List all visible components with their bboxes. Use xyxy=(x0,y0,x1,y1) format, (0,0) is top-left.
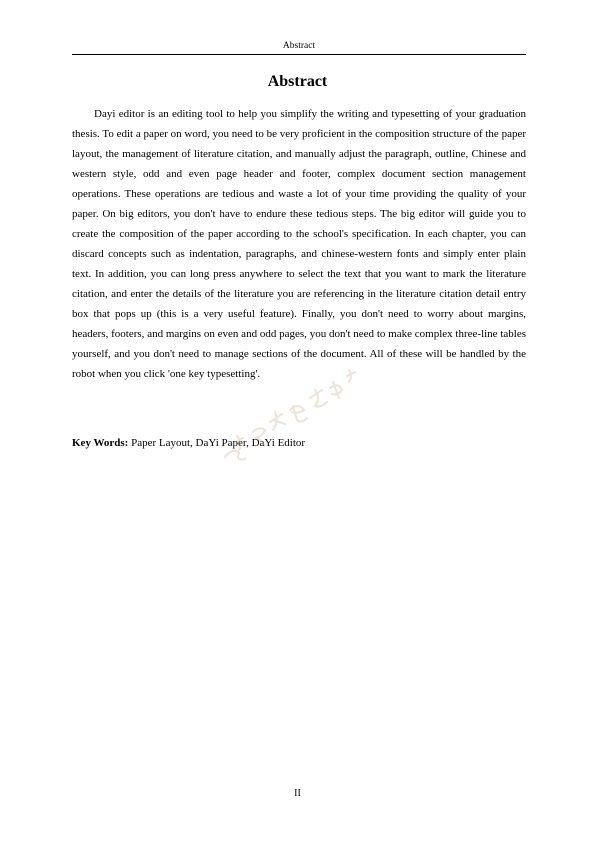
running-header: Abstract xyxy=(72,41,526,55)
abstract-body xyxy=(72,104,526,384)
keywords-line xyxy=(72,436,526,450)
page-number: II xyxy=(294,788,301,799)
keywords-value: Paper Layout, DaYi Paper, DaYi Editor xyxy=(131,437,306,449)
abstract-paragraph: Dayi editor is an editing tool to help you simplify the writing and typesetting of your graduation thesis. To edit a paper on word, you need to be very proficient in the composition structure of the paper layout, the management of literature citation, and manually adjust the paragraph, outline, Chinese and western style, odd and even page header and footer, complex document section management operations. These operations are tedious and waste a lot of your time providing the quality of your paper. On big editors, you don't have to endure these tedious steps. The big editor will guide you to create the composition of the paper according to the school's specification. In each chapter, you can discard concepts such as indentation, paragraphs, and chinese-western fonts and simply enter plain text. In addition, you can long press anywhere to select the text that you want to mark the literature citation, and enter the details of the literature you are referencing in the literature citation detail entry box that pops up (this is a very useful feature). Finally, you don't need to worry about margins, headers, footers, and margins on even and odd pages, you don't need to make complex three-line tables yourself, and you don't need to manage sections of the document. All of these will be handled by the robot when you click 'one key typesetting'. xyxy=(72,108,526,380)
page-title: Abstract xyxy=(267,73,328,90)
keywords-label: Key Words: xyxy=(72,437,129,449)
